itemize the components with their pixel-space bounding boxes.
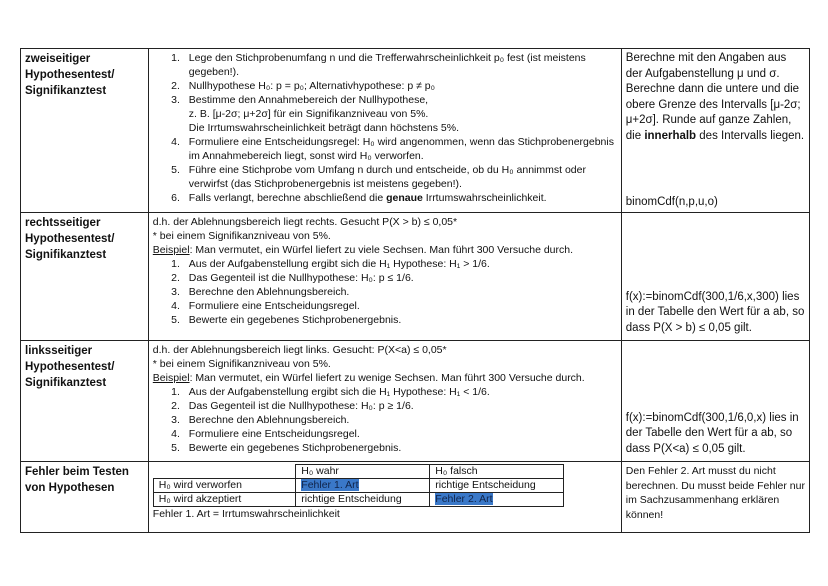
- steps-list: [153, 385, 617, 455]
- cell-type2-error: [430, 493, 564, 507]
- example-text: [153, 243, 617, 257]
- cell-correct-decision: richtige Entscheidung: [296, 493, 430, 507]
- header-h0-true: H₀ wahr: [296, 465, 430, 479]
- steps-cell-right-sided: [148, 213, 621, 341]
- intro-text: d.h. der Ablehnungsbereich liegt links. Gesucht: P(X<a) ≤ 0,05*: [152, 344, 447, 356]
- cell-type1-error: [296, 479, 430, 493]
- table-row: [21, 341, 810, 462]
- intro-text: d.h. der Ablehnungsbereich liegt rechts. Gesucht P(X > b) ≤ 0,05*: [152, 216, 458, 228]
- list-item: 4. Formuliere eine Entscheidungsregel.: [183, 427, 617, 441]
- hypothesis-test-table: [20, 48, 810, 533]
- steps-cell-left-sided: [148, 341, 621, 462]
- step-text: z. B. [μ-2σ; μ+2σ] für ein Signifikanzniveau von 5%.: [188, 108, 429, 120]
- hint-cell-errors: Den Fehler 2. Art musst du nicht berechnen. Du musst beide Fehler nur im Sachzusammenhang erklären können!: [621, 462, 809, 533]
- steps-list: [153, 257, 617, 327]
- list-item: 2. Das Gegenteil ist die Nullhypothese: H₀: p ≤ 1/6.: [183, 271, 617, 285]
- hint-text: f(x):=binomCdf(300,1/6,0,x) lies in der Tabelle den Wert für a ab, so dass P(X<a) ≤ 0,05 gilt.: [625, 411, 799, 455]
- title-line: Fehler beim Testen: [25, 466, 129, 478]
- list-item: 5. Führe eine Stichprobe vom Umfang n durch und entscheide, ob du H₀ annimmst oder verwirfst (das Stichprobenergebnis ist meistens gegeben!).: [183, 163, 617, 191]
- hint-part: Berechne mit den Angaben aus der Aufgabenstellung μ und σ. Berechne dann die untere und die obere Grenze des Intervalls [μ-2σ; μ+2σ]. Runde auf ganze Zahlen, die: [625, 52, 801, 142]
- formula-text: binomCdf(n,p,u,o): [625, 195, 718, 208]
- title-line: Signifikanztest: [25, 377, 107, 389]
- steps-list: [153, 51, 617, 205]
- step-text-bold: genaue: [386, 192, 423, 204]
- list-item: 3. Berechne den Ablehnungsbereich.: [183, 285, 617, 299]
- table-row: [21, 462, 810, 533]
- list-item: [183, 191, 617, 205]
- row-title-left-sided: [21, 341, 149, 462]
- empty-header-cell: [153, 465, 296, 479]
- title-line: rechtsseitiger: [25, 217, 101, 229]
- row-title-errors: [21, 462, 149, 533]
- row-title-two-sided: [21, 49, 149, 213]
- hint-text: [626, 51, 805, 144]
- title-line: zweiseitiger: [25, 53, 91, 65]
- table-row: [153, 465, 564, 479]
- error-footnote: Fehler 1. Art = Irrtumswahrscheinlichkeit: [152, 508, 340, 520]
- list-item: 2. Das Gegenteil ist die Nullhypothese: H₀: p ≥ 1/6.: [183, 399, 617, 413]
- title-line: linksseitiger: [25, 345, 93, 357]
- example-body: : Man vermutet, ein Würfel liefert zu wenige Sechsen. Man führt 300 Versuche durch.: [189, 372, 585, 384]
- row-h0-accepted: H₀ wird akzeptiert: [153, 493, 296, 507]
- title-line: Signifikanztest: [25, 249, 107, 261]
- step-text: Bestimme den Annahmebereich der Nullhypothese,: [188, 94, 429, 106]
- note-text: * bei einem Signifikanzniveau von 5%.: [152, 358, 331, 370]
- example-body: : Man vermutet, ein Würfel liefert zu viele Sechsen. Man führt 300 Versuche durch.: [189, 244, 574, 256]
- table-row: [153, 493, 564, 507]
- list-item: 3. Berechne den Ablehnungsbereich.: [183, 413, 617, 427]
- row-title-right-sided: [21, 213, 149, 341]
- list-item: 1. Lege den Stichprobenumfang n und die Trefferwahrscheinlichkeit p₀ fest (ist meistens gegeben!).: [183, 51, 617, 79]
- example-text: [153, 371, 617, 385]
- list-item: 5. Bewerte ein gegebenes Stichprobenergebnis.: [183, 313, 617, 327]
- error-grid-cell: [148, 462, 621, 533]
- steps-cell-two-sided: [148, 49, 621, 213]
- hint-cell-left-sided: [621, 341, 809, 462]
- list-item: 2. Nullhypothese H₀: p = p₀; Alternativhypothese: p ≠ p₀: [183, 79, 617, 93]
- title-line: Hypothesentest/: [25, 69, 115, 81]
- row-h0-rejected: H₀ wird verworfen: [153, 479, 296, 493]
- cell-correct-decision: richtige Entscheidung: [430, 479, 564, 493]
- type2-highlight: Fehler 2. Art: [435, 493, 493, 505]
- example-label: Beispiel: [152, 244, 190, 256]
- title-line: Hypothesentest/: [25, 233, 115, 245]
- example-label: Beispiel: [152, 372, 190, 384]
- title-line: Hypothesentest/: [25, 361, 115, 373]
- header-h0-false: H₀ falsch: [430, 465, 564, 479]
- table-row: [21, 213, 810, 341]
- list-item: 5. Bewerte ein gegebenes Stichprobenergebnis.: [183, 441, 617, 455]
- hint-cell-two-sided: [621, 49, 809, 213]
- title-line: Signifikanztest: [25, 85, 107, 97]
- hint-bold: innerhalb: [644, 129, 697, 142]
- list-item: 4. Formuliere eine Entscheidungsregel: H₀ wird angenommen, wenn das Stichprobenergebnis im Annahmebereich liegt, sonst wird H₀ verworfen.: [183, 135, 617, 163]
- hint-cell-right-sided: [621, 213, 809, 341]
- table-row: [153, 479, 564, 493]
- type1-highlight: Fehler 1. Art: [301, 479, 359, 491]
- step-text: Irrtumswahrscheinlichkeit.: [422, 192, 547, 204]
- hint-part: des Intervalls liegen.: [696, 129, 805, 142]
- hint-text: f(x):=binomCdf(300,1/6,x,300) lies in der Tabelle den Wert für a ab, so dass P(X > b) ≤ 0,05 gilt.: [625, 290, 805, 334]
- list-item: 1. Aus der Aufgabenstellung ergibt sich die H₁ Hypothese: H₁ > 1/6.: [183, 257, 617, 271]
- title-line: von Hypothesen: [25, 482, 115, 494]
- error-types-table: [153, 464, 565, 507]
- list-item: 4. Formuliere eine Entscheidungsregel.: [183, 299, 617, 313]
- step-text: Falls verlangt, berechne abschließend die: [188, 192, 384, 204]
- note-text: * bei einem Signifikanzniveau von 5%.: [152, 230, 331, 242]
- list-item: 1. Aus der Aufgabenstellung ergibt sich die H₁ Hypothese: H₁ < 1/6.: [183, 385, 617, 399]
- step-text: Die Irrtumswahrscheinlichkeit beträgt dann höchstens 5%.: [188, 122, 460, 134]
- table-row: [21, 49, 810, 213]
- list-item: [183, 93, 617, 135]
